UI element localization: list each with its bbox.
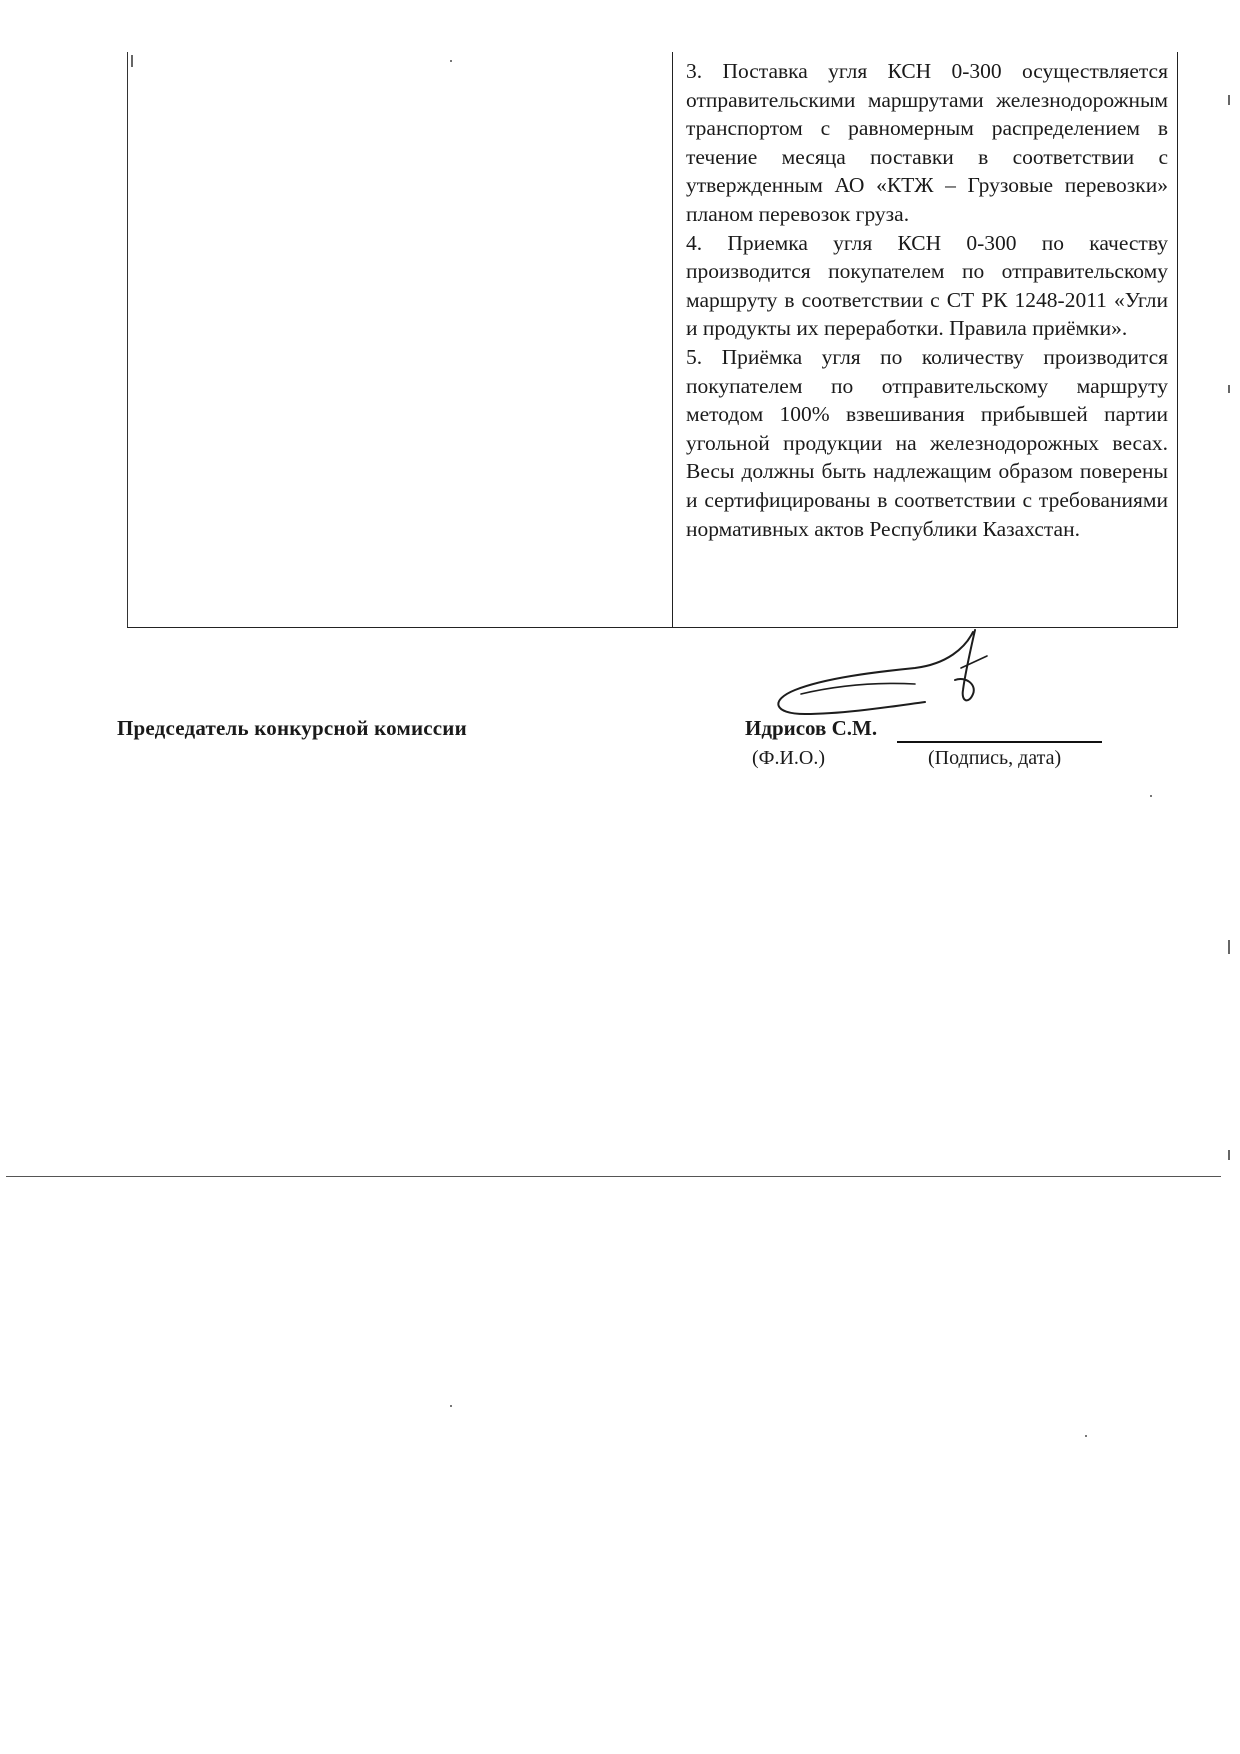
caption-full-name: (Ф.И.О.) — [752, 747, 826, 769]
scan-speck — [1085, 1435, 1087, 1437]
scan-horizontal-line — [6, 1176, 1221, 1177]
chairman-label: Председатель конкурсной комиссии — [117, 716, 467, 740]
scan-speck — [450, 1405, 452, 1407]
scan-mark — [1228, 95, 1230, 105]
signature-line — [897, 741, 1102, 743]
clause-quality-acceptance: 4. Приемка угля КСН 0-300 по качеству производится покупателем по отправительскому маршруту в соответствии с СТ РК 1248-2011 «Угли и продукты их переработки. Правила приёмки». — [686, 230, 1168, 341]
signer-name: Идрисов С.М. — [745, 716, 878, 740]
caption-signature-date: (Подпись, дата) — [928, 747, 1062, 769]
table-left-column — [127, 52, 673, 627]
scan-mark — [131, 55, 133, 67]
handwritten-signature — [765, 628, 1065, 728]
requirements-table — [127, 52, 1178, 628]
scan-mark — [1228, 385, 1230, 393]
scan-mark — [1228, 1150, 1230, 1160]
clause-delivery: 3. Поставка угля КСН 0-300 осуществляется отправительскими маршрутами железнодорожным транспортом с равномерным распределением в течение месяца поставки в соответствии с утвержденным АО «КТЖ – Грузовые перевозки» планом перевозок груза. — [686, 59, 1168, 226]
table-right-column — [673, 52, 1178, 627]
scan-speck — [1150, 795, 1152, 797]
scan-mark — [1228, 940, 1230, 954]
scan-speck — [450, 60, 452, 62]
clause-quantity-acceptance: 5. Приёмка угля по количеству производится покупателем по отправительскому маршруту методом 100% взвешивания прибывшей партии угольной продукции на железнодорожных весах. Весы должны быть надлежащим образом поверены и сертифицированы в соответствии с требованиями нормативных актов Республики Казахстан. — [686, 344, 1168, 541]
